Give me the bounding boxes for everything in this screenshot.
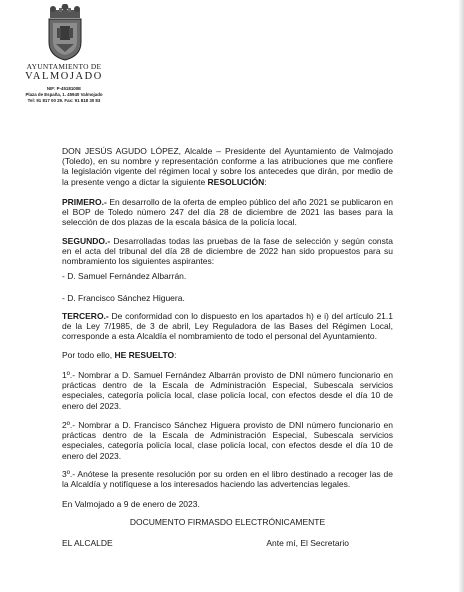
org-address: Plaza de España, 1. 45940 Valmojado	[25, 92, 103, 97]
intro-end: :	[264, 176, 267, 187]
signature-title: DOCUMENTO FIRMASDO ELECTRÓNICAMENTE	[129, 517, 326, 527]
org-phone: Tel: 91 817 00 29. Fax: 91 818 30 83	[27, 98, 101, 103]
aspirante-item: - D. Francisco Sánchez Higuera.	[62, 293, 185, 303]
primero-label: PRIMERO.-	[62, 197, 107, 207]
signer-left: EL ALCALDE	[62, 538, 113, 548]
segundo-label: SEGUNDO.-	[62, 236, 111, 246]
coat-of-arms-icon	[44, 4, 86, 62]
date-line: En Valmojado a 9 de enero de 2023.	[62, 499, 200, 509]
org-nif: NIF: P-4518100E	[46, 86, 82, 91]
resuelto-suffix: :	[174, 350, 177, 360]
intro-text: DON JESÚS AGUDO LÓPEZ, Alcalde – Presidente del Ayuntamiento de Valmojado (Toledo), en su nombre y representación conforme a las atribuciones que me confiere la legislación vigente del régimen local y sobre los antecedes que dirán, por medio de la presente vengo a dictar la siguiente	[62, 146, 393, 187]
tercero-paragraph	[62, 311, 393, 342]
org-name-line1: AYUNTAMIENTO DE	[26, 62, 102, 71]
tercero-text: De conformidad con lo dispuesto en los apartados h) e i) del artículo 21.1 de la Ley 7/1985, de 3 de abril, Ley Reguladora de las Bases del Régimen Local, corresponde a esta Alcaldía el nombramiento de todo el personal del Ayuntamiento.	[62, 311, 393, 342]
intro-paragraph	[62, 146, 393, 187]
org-name-line2: VALMOJADO	[25, 71, 103, 82]
primero-paragraph	[62, 197, 393, 228]
segundo-text: Desarrolladas todas las pruebas de la fase de selección y según consta en el acta del tribunal del día 28 de diciembre de 2022 han sido propuestos para su nombramiento los siguientes aspirantes:	[62, 236, 393, 267]
primero-text: En desarrollo de la oferta de empleo público del año 2021 se publicaron en el BOP de Toledo número 247 del día 28 de diciembre de 2021 las bases para la selección de dos plazas de la escala básica de la policía local.	[62, 197, 393, 228]
segundo-paragraph	[62, 236, 393, 267]
resolution-item: 1º.- Nombrar a D. Samuel Fernández Albarrán provisto de DNI número funcionario en prácticas dentro de la Escala de Administración Especial, Subescala servicios especiales, categoría policía local, clase policía local, con efectos desde el día 10 de enero del 2023.	[62, 370, 393, 411]
aspirante-item: - D. Samuel Fernández Albarrán.	[62, 271, 187, 281]
tercero-label: TERCERO.-	[62, 311, 109, 321]
signer-right: Ante mí, El Secretario	[266, 538, 349, 548]
resolution-item: 3º.- Anótese la presente resolución por su orden en el libro destinado a recoger las de la Alcaldía y notifíquese a los interesados haciendo las advertencias legales.	[62, 469, 393, 490]
resuelto-bold: HE RESUELTO	[114, 350, 175, 360]
page-edge-shadow	[458, 0, 464, 592]
intro-bold: RESOLUCIÓN	[207, 176, 265, 187]
resuelto-prefix: Por todo ello,	[62, 350, 115, 360]
resolution-item: 2º.- Nombrar a D. Francisco Sánchez Higuera provisto de DNI número funcionario en prácticas dentro de la Escala de Administración Especial, Subescala servicios especiales, categoría policía local, clase policía local, con efectos desde el día 10 de enero del 2023.	[62, 420, 393, 461]
resuelto-line	[62, 350, 393, 360]
